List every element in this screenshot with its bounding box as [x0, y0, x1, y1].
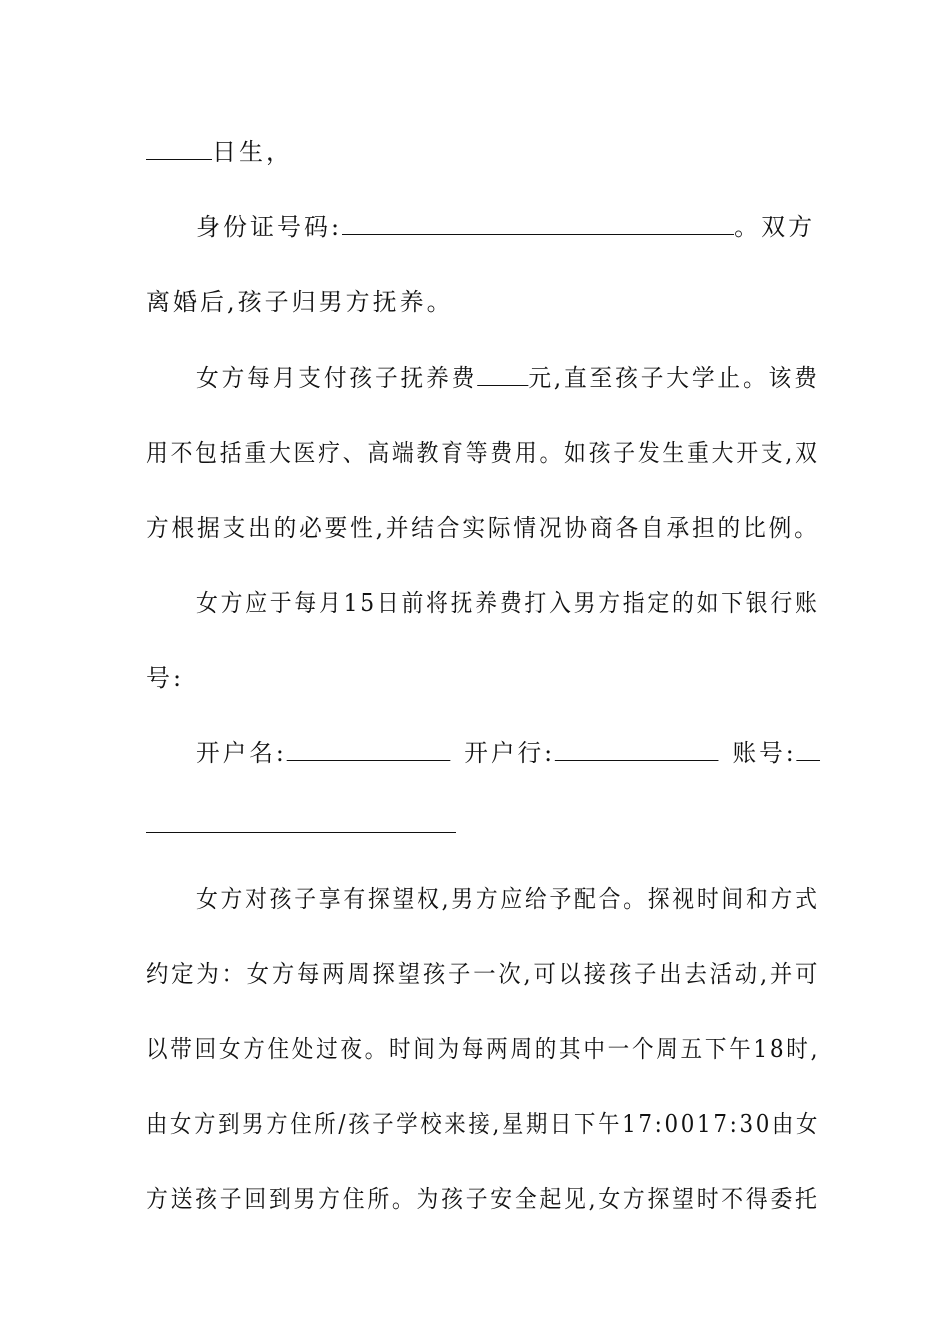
pickup-text: 由女方到男方住所/孩子学校来接,星期日下午17:0017:30由女	[146, 1110, 821, 1138]
overnight-text: 以带回女方住处过夜。时间为每两周的其中一个周五下午18时,	[146, 1035, 821, 1063]
bank-transfer-text: 女方应于每月15日前将抚养费打入男方指定的如下银行账	[196, 589, 820, 617]
support-fee-tail: 元,直至孩子大学止。该费	[528, 364, 820, 392]
support-fee-line	[196, 363, 820, 393]
custody-text: 离婚后,孩子归男方抚养。	[146, 288, 454, 316]
bank-info-line	[196, 738, 820, 768]
overnight-line	[146, 1034, 820, 1064]
account-label-text: 号:	[146, 664, 185, 692]
bank-name-blank	[555, 738, 719, 761]
account-name-label: 开户名:	[196, 739, 287, 767]
proportion-text: 方根据支出的必要性,并结合实际情况协商各自承担的比例。	[146, 514, 820, 542]
account-name-blank	[287, 738, 451, 761]
bank-transfer-line	[196, 588, 820, 618]
id-number-line	[196, 212, 815, 242]
custody-line	[146, 287, 454, 317]
proportion-line	[146, 513, 820, 543]
visitation-terms-text: 约定为：女方每两周探望孩子一次,可以接孩子出去活动,并可	[146, 960, 821, 988]
bank-name-label: 开户行:	[464, 739, 556, 767]
account-number-blank-continued	[146, 832, 456, 833]
support-fee-text: 女方每月支付孩子抚养费	[196, 364, 478, 392]
visitation-line	[196, 884, 820, 914]
id-number-label: 身份证号码:	[196, 213, 343, 241]
visitation-terms-line	[146, 959, 820, 989]
account-label-line	[146, 663, 184, 693]
medical-expense-text: 用不包括重大医疗、高端教育等费用。如孩子发生重大开支,双	[146, 439, 820, 467]
birthdate-text: 日生，	[212, 138, 293, 166]
visitation-text: 女方对孩子享有探望权,男方应给予配合。探视时间和方式	[196, 885, 820, 913]
medical-expense-line	[146, 438, 820, 468]
support-fee-blank	[477, 363, 528, 386]
id-number-blank	[342, 212, 734, 235]
id-number-tail: 。双方	[734, 213, 816, 241]
birthdate-blank	[146, 137, 212, 160]
birthdate-line	[146, 137, 293, 167]
account-number-label: 账号:	[732, 739, 797, 767]
pickup-line	[146, 1109, 820, 1139]
account-number-blank	[797, 738, 821, 761]
return-line	[146, 1184, 820, 1214]
return-text: 方送孩子回到男方住所。为孩子安全起见,女方探望时不得委托	[146, 1185, 820, 1213]
